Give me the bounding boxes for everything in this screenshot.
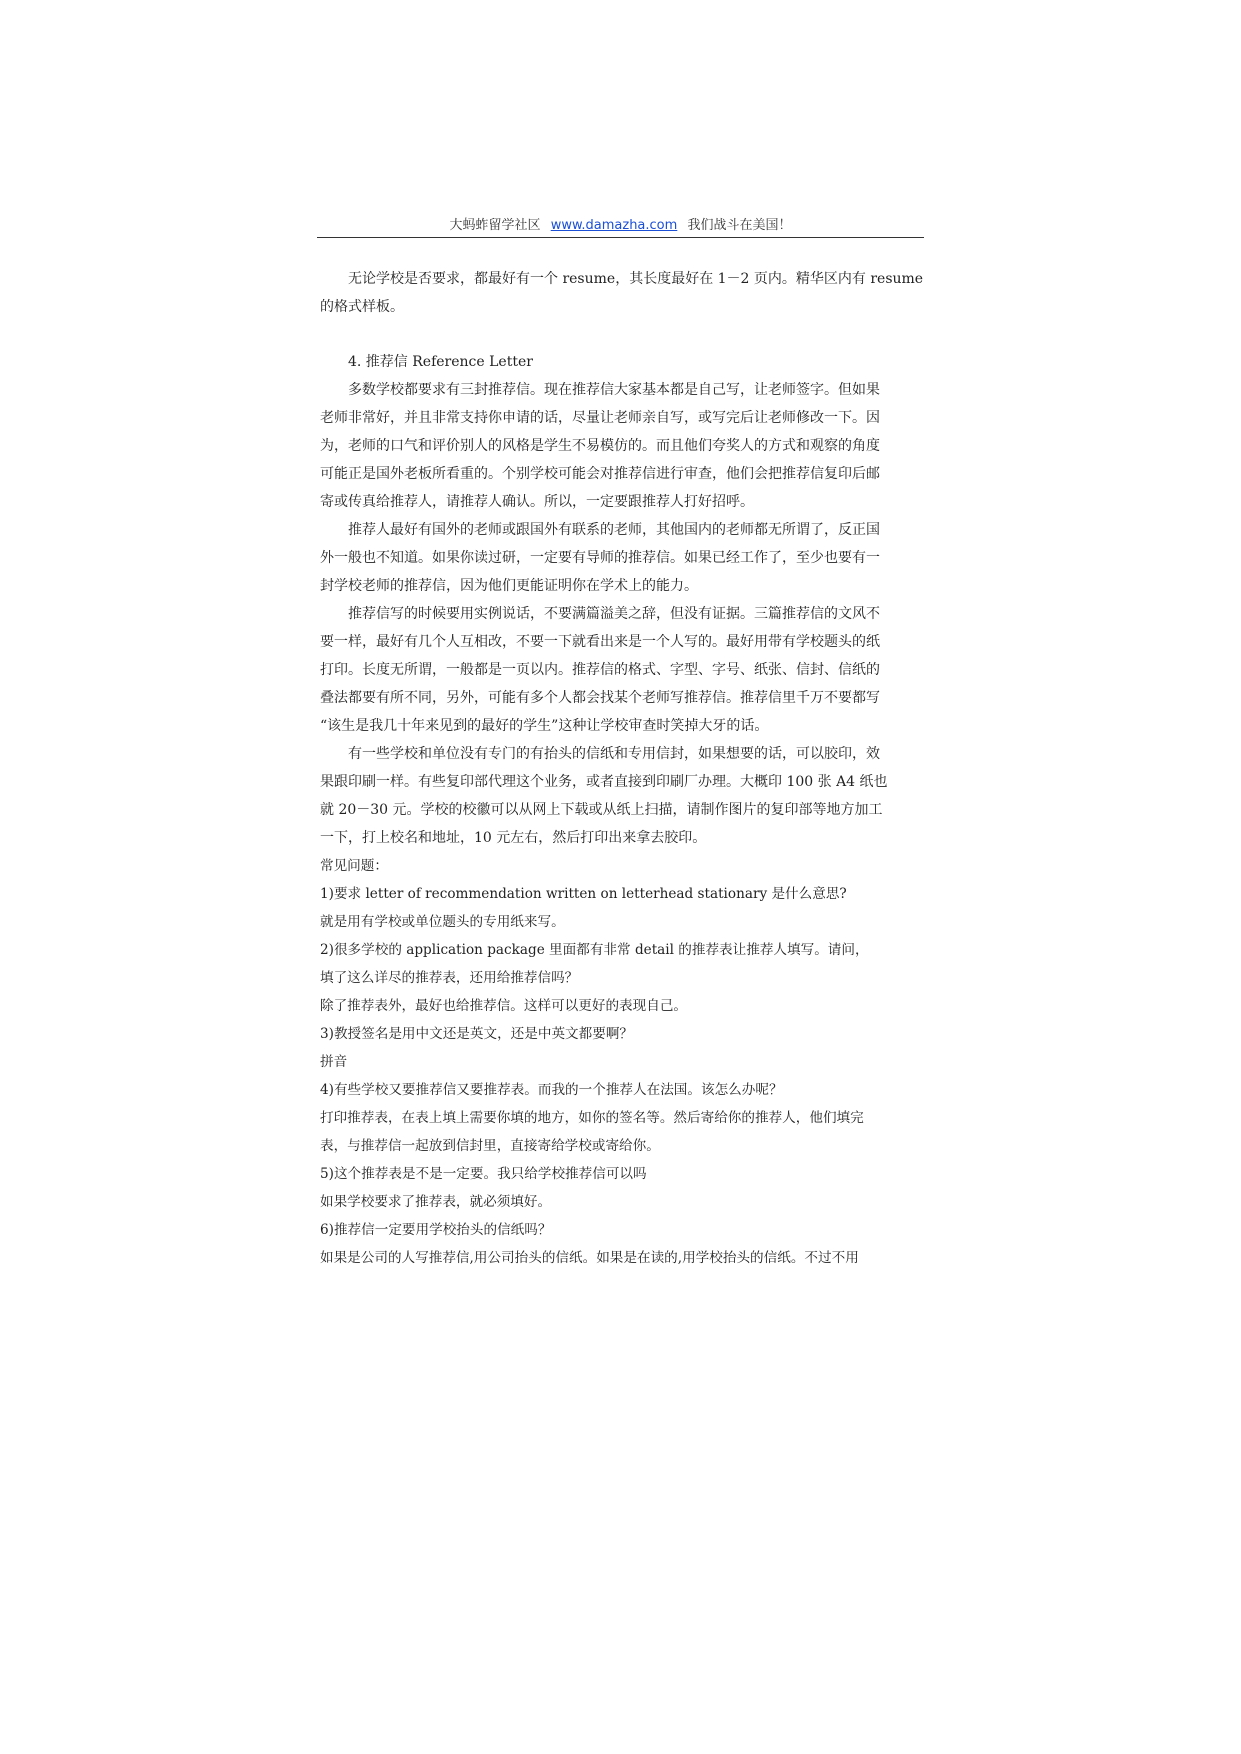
site-name: 大蚂蚱留学社区 bbox=[449, 218, 541, 233]
faq-answer: 打印推荐表，在表上填上需要你填的地方，如你的签名等。然后寄给你的推荐人，他们填完 bbox=[320, 1110, 864, 1126]
text-line: 多数学校都要求有三封推荐信。现在推荐信大家基本都是自己写，让老师签字。但如果 bbox=[320, 382, 880, 398]
text-line: 老师非常好，并且非常支持你申请的话，尽量让老师亲自写，或写完后让老师修改一下。因 bbox=[320, 410, 880, 426]
text-line: 的格式样板。 bbox=[320, 299, 404, 315]
text-line: 叠法都要有所不同，另外，可能有多个人都会找某个老师写推荐信。推荐信里千万不要都写 bbox=[320, 690, 880, 706]
text-line: 有一些学校和单位没有专门的有抬头的信纸和专用信封，如果想要的话，可以胶印，效 bbox=[320, 746, 880, 762]
faq-question: 1)要求 letter of recommendation written on letterhead stationary 是什么意思? bbox=[320, 886, 847, 902]
text-line: 可能正是国外老板所看重的。个别学校可能会对推荐信进行审查，他们会把推荐信复印后邮 bbox=[320, 466, 880, 482]
faq-heading: 常见问题： bbox=[320, 858, 388, 874]
faq-answer: 除了推荐表外，最好也给推荐信。这样可以更好的表现自己。 bbox=[320, 998, 688, 1014]
site-url-link[interactable]: www.damazha.com bbox=[550, 218, 678, 233]
text-line: 推荐信写的时候要用实例说话，不要满篇溢美之辞，但没有证据。三篇推荐信的文风不 bbox=[320, 606, 880, 622]
text-line: 为，老师的口气和评价别人的风格是学生不易模仿的。而且他们夸奖人的方式和观察的角度 bbox=[320, 438, 880, 454]
faq-answer: 就是用有学校或单位题头的专用纸来写。 bbox=[320, 914, 565, 930]
document-body bbox=[320, 265, 924, 1272]
site-slogan: 我们战斗在美国！ bbox=[687, 218, 792, 233]
text-line: 一下，打上校名和地址，10 元左右，然后打印出来拿去胶印。 bbox=[320, 830, 707, 846]
paragraph-gap bbox=[320, 321, 924, 348]
text-line: 要一样，最好有几个人互相改，不要一下就看出来是一个人写的。最好用带有学校题头的纸 bbox=[320, 634, 880, 650]
faq-question: 6)推荐信一定要用学校抬头的信纸吗？ bbox=[320, 1222, 552, 1238]
text-line: 果跟印刷一样。有些复印部代理这个业务，或者直接到印刷厂办理。大概印 100 张 A4 纸也 bbox=[320, 774, 888, 790]
text-line: 外一般也不知道。如果你读过研，一定要有导师的推荐信。如果已经工作了，至少也要有一 bbox=[320, 550, 880, 566]
text-line: 无论学校是否要求，都最好有一个 resume，其长度最好在 1－2 页内。精华区内有 resume bbox=[320, 271, 924, 287]
faq-answer: 表，与推荐信一起放到信封里，直接寄给学校或寄给你。 bbox=[320, 1138, 660, 1154]
text-line: “该生是我几十年来见到的最好的学生”这种让学校审查时笑掉大牙的话。 bbox=[320, 718, 769, 734]
text-line: 寄或传真给推荐人，请推荐人确认。所以，一定要跟推荐人打好招呼。 bbox=[320, 494, 754, 510]
section-heading: 4. 推荐信 Reference Letter bbox=[320, 354, 533, 370]
text-line: 推荐人最好有国外的老师或跟国外有联系的老师，其他国内的老师都无所谓了，反正国 bbox=[320, 522, 880, 538]
faq-question: 5)这个推荐表是不是一定要。我只给学校推荐信可以吗 bbox=[320, 1166, 647, 1182]
text-line: 封学校老师的推荐信，因为他们更能证明你在学术上的能力。 bbox=[320, 578, 698, 594]
text-line: 就 20－30 元。学校的校徽可以从网上下载或从纸上扫描，请制作图片的复印部等地方加工 bbox=[320, 802, 883, 818]
faq-question: 3)教授签名是用中文还是英文，还是中英文都要啊？ bbox=[320, 1026, 634, 1042]
faq-answer: 如果学校要求了推荐表，就必须填好。 bbox=[320, 1194, 552, 1210]
faq-question: 4)有些学校又要推荐信又要推荐表。而我的一个推荐人在法国。该怎么办呢？ bbox=[320, 1082, 783, 1098]
header-divider bbox=[317, 237, 924, 238]
faq-answer: 拼音 bbox=[320, 1054, 348, 1070]
faq-question: 填了这么详尽的推荐表，还用给推荐信吗？ bbox=[320, 970, 579, 986]
faq-question: 2)很多学校的 application package 里面都有非常 detail 的推荐表让推荐人填写。请问， bbox=[320, 942, 869, 958]
faq-answer: 如果是公司的人写推荐信,用公司抬头的信纸。如果是在读的,用学校抬头的信纸。不过不用 bbox=[320, 1250, 859, 1266]
text-line: 打印。长度无所谓，一般都是一页以内。推荐信的格式、字型、字号、纸张、信封、信纸的 bbox=[320, 662, 880, 678]
page-header bbox=[317, 216, 924, 236]
